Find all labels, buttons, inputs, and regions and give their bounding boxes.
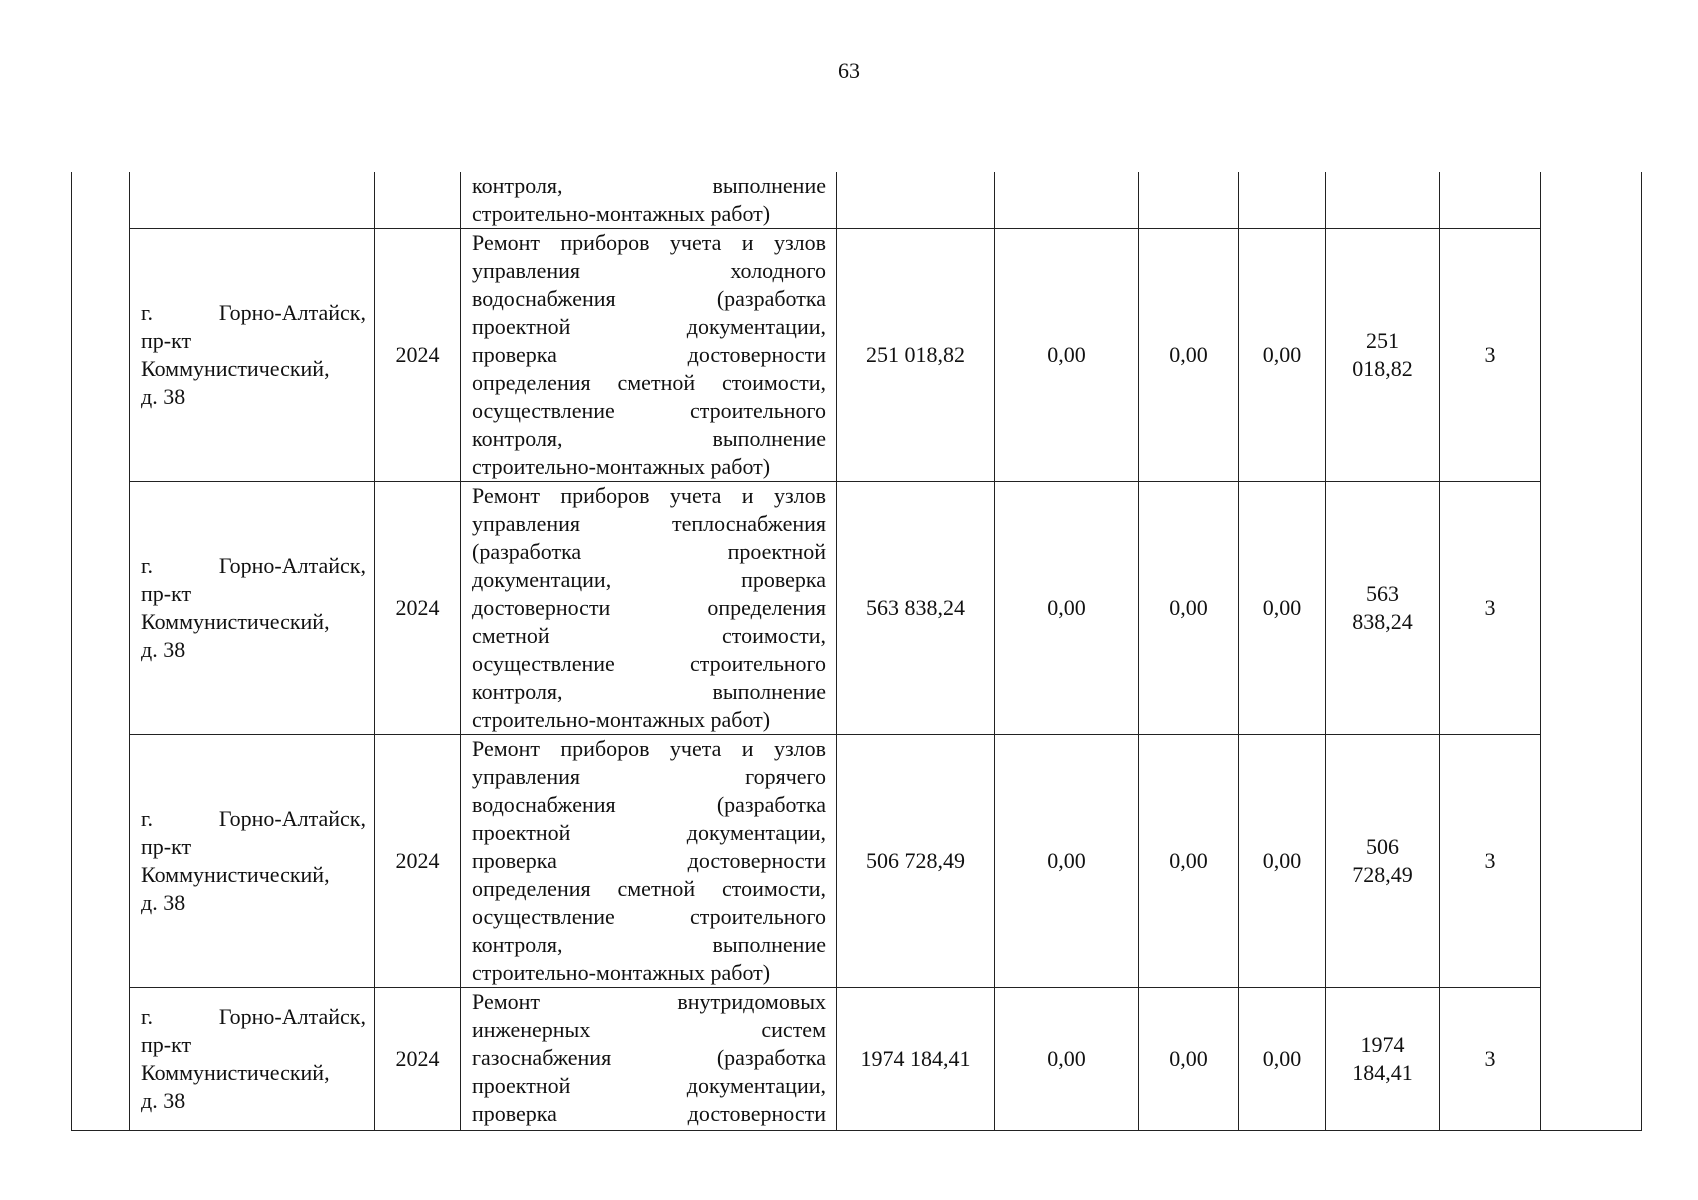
- cell-description: [461, 482, 837, 735]
- description-line: Ремонт приборов учета и узлов: [472, 230, 826, 255]
- cell-total: 1974 184,41: [837, 988, 995, 1131]
- cell-col9: 3: [1440, 482, 1541, 735]
- cell-col7: 0,00: [1239, 229, 1326, 482]
- description-line: проверка достоверности: [472, 1101, 826, 1126]
- cell-year: 2024: [375, 735, 461, 988]
- description-line: инженерных систем: [472, 1017, 826, 1042]
- cell-year: 2024: [375, 229, 461, 482]
- description-line: проектной документации,: [472, 820, 826, 845]
- cell-col7: 0,00: [1239, 735, 1326, 988]
- description-line: проверка достоверности: [472, 848, 826, 873]
- cell-total: 506 728,49: [837, 735, 995, 988]
- address-line: пр-кт: [141, 328, 192, 353]
- description-line: управления теплоснабжения: [472, 511, 826, 536]
- description-line: осуществление строительного: [472, 651, 826, 676]
- cell-address: [130, 735, 375, 988]
- cell-col5: 0,00: [995, 482, 1139, 735]
- cell-col6: 0,00: [1139, 988, 1239, 1131]
- description-line: (разработка проектной: [472, 539, 826, 564]
- cell-col6: [1139, 172, 1239, 229]
- description-line: контроля, выполнение: [472, 173, 826, 198]
- address-line: г. Горно-Алтайск,: [141, 300, 366, 325]
- description-line: строительно-монтажных работ): [472, 454, 771, 479]
- address-line: пр-кт: [141, 834, 192, 859]
- cell-col8: [1326, 172, 1440, 229]
- cell-col9: [1440, 172, 1541, 229]
- address-line: Коммунистический,: [141, 356, 330, 381]
- page-number: 63: [838, 58, 860, 83]
- cell-col6: 0,00: [1139, 735, 1239, 988]
- cell-year: 2024: [375, 482, 461, 735]
- table-row: [72, 988, 1642, 1131]
- table-row: [72, 735, 1642, 988]
- description-line: достоверности определения: [472, 595, 826, 620]
- description-line: осуществление строительного: [472, 398, 826, 423]
- description-line: проверка достоверности: [472, 342, 826, 367]
- cell-col5: [995, 172, 1139, 229]
- cell-col7: 0,00: [1239, 482, 1326, 735]
- description-line: управления холодного: [472, 258, 826, 283]
- cell-col6: 0,00: [1139, 229, 1239, 482]
- description-line: определения сметной стоимости,: [472, 876, 826, 901]
- description-line: водоснабжения (разработка: [472, 792, 826, 817]
- col8-line: 1974: [1360, 1032, 1405, 1057]
- cell-address: [130, 172, 375, 229]
- col8-line: 563: [1366, 581, 1399, 606]
- works-table: [71, 172, 1642, 1131]
- cell-description: [461, 735, 837, 988]
- description-line: строительно-монтажных работ): [472, 707, 771, 732]
- description-line: газоснабжения (разработка: [472, 1045, 826, 1070]
- col8-line: 838,24: [1352, 609, 1413, 634]
- cell-address: [130, 229, 375, 482]
- description-line: контроля, выполнение: [472, 679, 826, 704]
- cell-number: [72, 172, 130, 1131]
- description-line: проектной документации,: [472, 314, 826, 339]
- description-line: Ремонт приборов учета и узлов: [472, 736, 826, 761]
- address-line: д. 38: [141, 637, 186, 662]
- cell-total: 563 838,24: [837, 482, 995, 735]
- cell-description: [461, 172, 837, 229]
- description-line: определения сметной стоимости,: [472, 370, 826, 395]
- address-line: пр-кт: [141, 1032, 192, 1057]
- cell-last: [1541, 172, 1642, 1131]
- cell-year: [375, 172, 461, 229]
- cell-address: [130, 988, 375, 1131]
- cell-col8: [1326, 482, 1440, 735]
- cell-col7: 0,00: [1239, 988, 1326, 1131]
- cell-col8: [1326, 229, 1440, 482]
- description-line: управления горячего: [472, 764, 826, 789]
- cell-col8: [1326, 988, 1440, 1131]
- description-line: водоснабжения (разработка: [472, 286, 826, 311]
- cell-col9: 3: [1440, 988, 1541, 1131]
- address-line: д. 38: [141, 1088, 186, 1113]
- col8-line: 184,41: [1352, 1060, 1413, 1085]
- table-row: [72, 229, 1642, 482]
- cell-col5: 0,00: [995, 735, 1139, 988]
- col8-line: 728,49: [1352, 862, 1413, 887]
- cell-col9: 3: [1440, 735, 1541, 988]
- description-line: осуществление строительного: [472, 904, 826, 929]
- col8-line: 018,82: [1352, 356, 1413, 381]
- description-line: контроля, выполнение: [472, 426, 826, 451]
- description-line: строительно-монтажных работ): [472, 201, 771, 226]
- address-line: г. Горно-Алтайск,: [141, 806, 366, 831]
- cell-col5: 0,00: [995, 229, 1139, 482]
- description-line: контроля, выполнение: [472, 932, 826, 957]
- address-line: Коммунистический,: [141, 862, 330, 887]
- address-line: г. Горно-Алтайск,: [141, 553, 366, 578]
- cell-total: 251 018,82: [837, 229, 995, 482]
- description-line: Ремонт приборов учета и узлов: [472, 483, 826, 508]
- description-line: проектной документации,: [472, 1073, 826, 1098]
- table-row: [72, 482, 1642, 735]
- cell-description: [461, 988, 837, 1131]
- description-line: сметной стоимости,: [472, 623, 826, 648]
- cell-col9: 3: [1440, 229, 1541, 482]
- col8-line: 506: [1366, 834, 1399, 859]
- description-line: строительно-монтажных работ): [472, 960, 771, 985]
- col8-line: 251: [1366, 328, 1399, 353]
- cell-col7: [1239, 172, 1326, 229]
- cell-col6: 0,00: [1139, 482, 1239, 735]
- address-line: пр-кт: [141, 581, 192, 606]
- address-line: Коммунистический,: [141, 1060, 330, 1085]
- address-line: д. 38: [141, 384, 186, 409]
- cell-total: [837, 172, 995, 229]
- address-line: д. 38: [141, 890, 186, 915]
- cell-col5: 0,00: [995, 988, 1139, 1131]
- cell-col8: [1326, 735, 1440, 988]
- table-row-continuation: [72, 172, 1642, 229]
- address-line: г. Горно-Алтайск,: [141, 1004, 366, 1029]
- description-line: Ремонт внутридомовых: [472, 989, 826, 1014]
- cell-year: 2024: [375, 988, 461, 1131]
- description-line: документации, проверка: [472, 567, 826, 592]
- cell-address: [130, 482, 375, 735]
- cell-description: [461, 229, 837, 482]
- address-line: Коммунистический,: [141, 609, 330, 634]
